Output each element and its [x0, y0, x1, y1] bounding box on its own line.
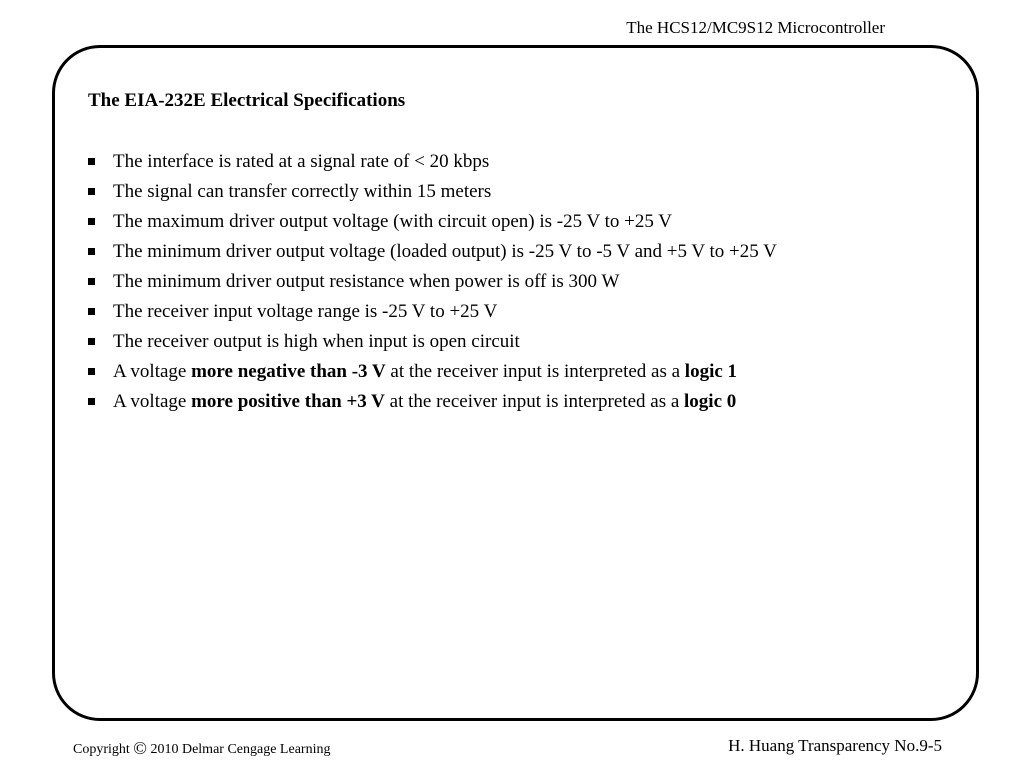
- bullet-item: [88, 390, 777, 420]
- square-bullet-icon: [88, 308, 95, 315]
- bullet-bold-logic: logic 1: [684, 361, 738, 382]
- bullet-text: The signal can transfer correctly within 15 meters: [113, 181, 492, 202]
- square-bullet-icon: [88, 158, 95, 165]
- bullet-text: The maximum driver output voltage (with circuit open) is -25 V to +25 V: [113, 211, 672, 232]
- copyright-icon: ©: [133, 738, 147, 758]
- bullet-item: [88, 180, 777, 210]
- bullet-item: [88, 270, 777, 300]
- bullet-list: [88, 150, 777, 420]
- bullet-item: [88, 150, 777, 180]
- bullet-bold-logic: logic 0: [684, 391, 737, 412]
- bullet-text: The interface is rated at a signal rate of < 20 kbps: [113, 151, 490, 172]
- bullet-bold-term: more positive than +3 V: [191, 391, 385, 412]
- bullet-item: [88, 210, 777, 240]
- copyright-label: Copyright: [73, 742, 134, 757]
- square-bullet-icon: [88, 398, 95, 405]
- square-bullet-icon: [88, 278, 95, 285]
- bullet-item: [88, 330, 777, 360]
- bullet-text-prefix: A voltage: [113, 361, 192, 382]
- bullet-item: [88, 360, 777, 390]
- bullet-text-middle: at the receiver input is interpreted as a: [384, 391, 685, 412]
- bullet-text: The receiver input voltage range is -25 V to +25 V: [113, 301, 498, 322]
- footer-copyright: [73, 738, 330, 759]
- copyright-text: 2010 Delmar Cengage Learning: [146, 742, 331, 757]
- square-bullet-icon: [88, 188, 95, 195]
- bullet-text: The minimum driver output resistance when power is off is 300 W: [113, 271, 620, 292]
- bullet-text-middle: at the receiver input is interpreted as a: [385, 361, 685, 382]
- square-bullet-icon: [88, 338, 95, 345]
- square-bullet-icon: [88, 248, 95, 255]
- bullet-text: The receiver output is high when input is open circuit: [113, 331, 520, 352]
- bullet-bold-term: more negative than -3 V: [191, 361, 386, 382]
- header-title: The HCS12/MC9S12 Microcontroller: [626, 18, 885, 37]
- bullet-text: The minimum driver output voltage (loaded output) is -25 V to -5 V and +5 V to +25 V: [113, 241, 777, 262]
- footer-transparency: H. Huang Transparency No.9-5: [728, 736, 942, 755]
- square-bullet-icon: [88, 218, 95, 225]
- bullet-item: [88, 240, 777, 270]
- bullet-text-prefix: A voltage: [113, 391, 192, 412]
- square-bullet-icon: [88, 368, 95, 375]
- bullet-item: [88, 300, 777, 330]
- slide-title: The EIA-232E Electrical Specifications: [88, 90, 406, 111]
